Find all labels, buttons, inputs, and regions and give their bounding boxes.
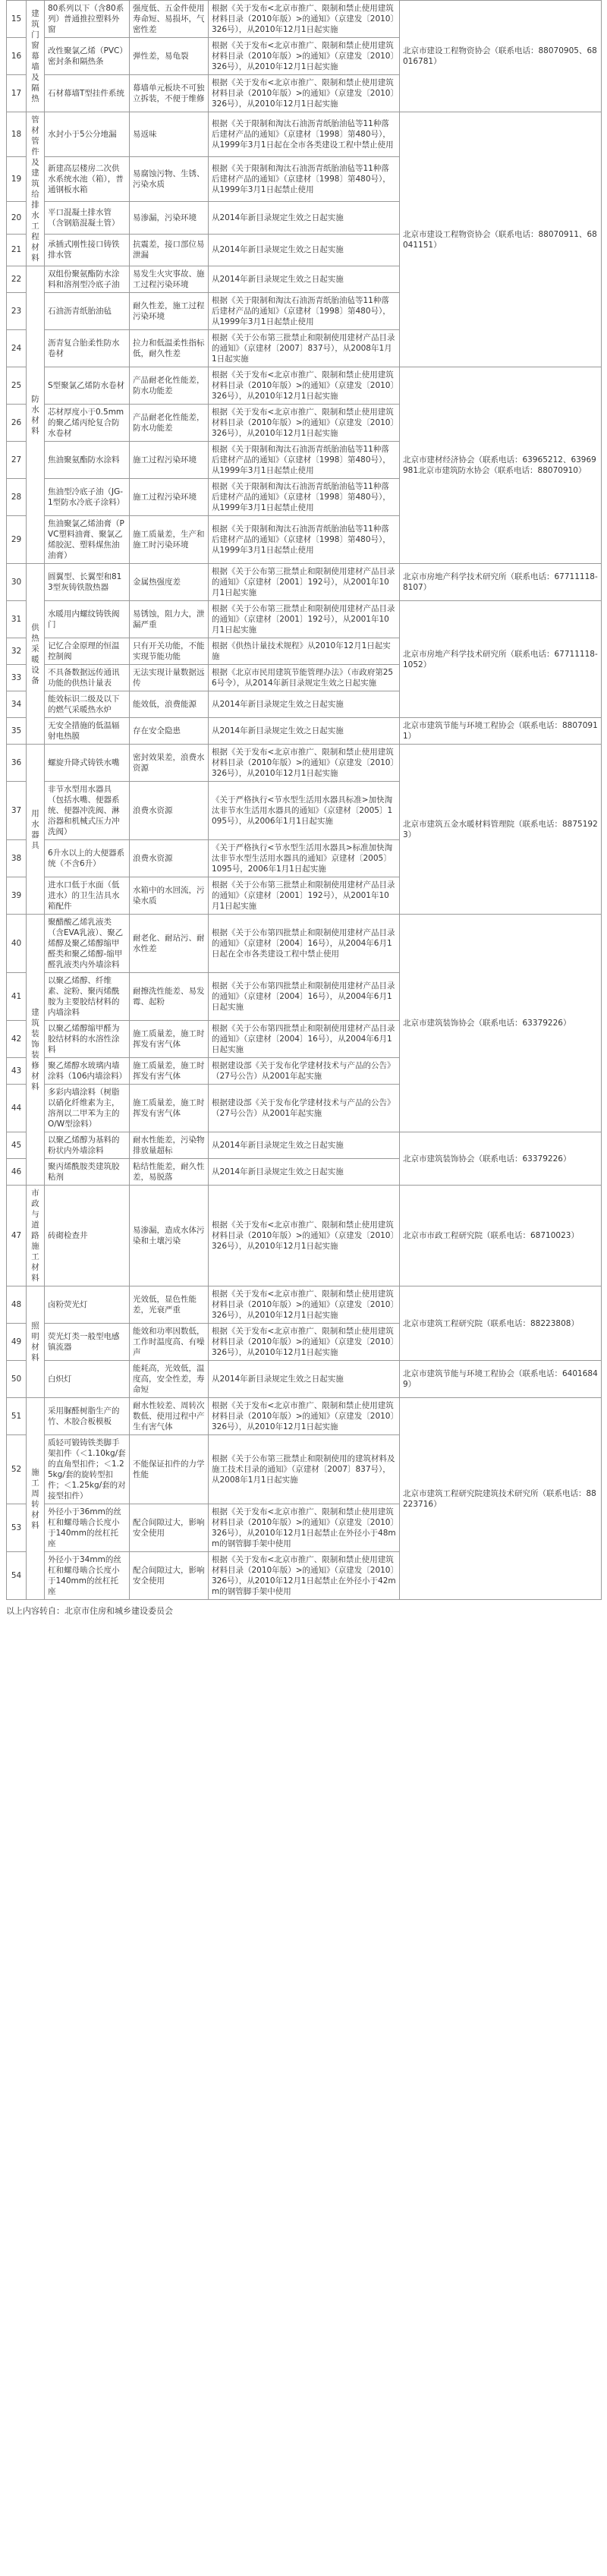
row-number: 32 (7, 638, 27, 665)
row-number: 18 (7, 112, 27, 157)
source-footnote: 以上内容转自：北京市住房和城乡建设委员会 (6, 1606, 173, 1616)
policy-basis-cell: 从2014年新目录规定生效之日起实施 (209, 1159, 400, 1186)
contact-department-cell: 北京市房地产科学技术研究所（联系电话：67711118-1052） (400, 601, 602, 718)
row-number: 40 (7, 915, 27, 973)
policy-basis-cell: 根据《关于发布<北京市推广、限制和禁止使用建筑材料目录（2010年版）>的通知》（京建发〔2010〕326号），从2010年12月1日起实施 (209, 405, 400, 442)
contact-department-cell: 北京市建筑工程研究院（联系电话：88223808） (400, 1286, 602, 1361)
material-name-cell: 能效标识二级及以下的燃气采暖热水炉 (45, 691, 130, 718)
material-name-cell: 6升水以上的大便器系统（不含6升） (45, 840, 130, 877)
prohibition-reason-cell: 光效低，显色性能差，光衰严重 (130, 1286, 209, 1324)
contact-department-cell: 北京市建筑装饰协会（联系电话：63379226） (400, 915, 602, 1132)
policy-basis-cell: 根据《关于限制和淘汰石油沥青纸胎油毡等11种落后建材产品的通知》（京建材〔1998〕第480号），从1999年3月1日起禁止使用 (209, 293, 400, 330)
policy-basis-cell: 根据《关于发布<北京市推广、限制和禁止使用建筑材料目录（2010年版）>的通知》（京建发〔2010〕326号），从2010年12月1日起实施 (209, 745, 400, 782)
table-row (7, 1, 602, 38)
category-cell: 防水材料 (27, 266, 45, 564)
material-name-cell: 焦油型冷底子油（JG-1型防水冷底子涂料） (45, 479, 130, 516)
policy-basis-cell: 根据《关于公布第三批禁止和限制使用建材产品目录的通知》（京建材〔2001〕192号），从2001年10月1日起实施 (209, 564, 400, 601)
row-number: 34 (7, 691, 27, 718)
material-name-cell: 记忆合金原理的恒温控制阀 (45, 638, 130, 665)
table-row (7, 367, 602, 405)
policy-basis-cell: 根据《关于公布第三批禁止和限制使用建材产品目录的通知》（京建材〔2001〕192号），从2001年10月1日起实施 (209, 601, 400, 638)
row-number: 41 (7, 973, 27, 1021)
policy-basis-cell: 根据《关于限制和淘汰石油沥青纸胎油毡等11种落后建材产品的通知》（京建材〔1998〕第480号），从1999年3月1日起禁止使用 (209, 516, 400, 564)
material-name-cell: 非节水型用水器具（包括水嘴、便器系统、便器冲洗阀、淋浴器和机械式压力冲洗阀） (45, 782, 130, 840)
table-row (7, 1398, 602, 1435)
prohibition-reason-cell: 存在安全隐患 (130, 718, 209, 745)
row-number: 27 (7, 442, 27, 479)
row-number: 33 (7, 665, 27, 691)
material-name-cell: 石材幕墙T型挂件系统 (45, 75, 130, 112)
prohibition-reason-cell: 无法实现计量数据远传 (130, 665, 209, 691)
prohibition-reason-cell: 易锈蚀，阻力大，泄漏严重 (130, 601, 209, 638)
row-number: 28 (7, 479, 27, 516)
table-row (7, 915, 602, 973)
material-name-cell: 改性聚氯乙烯（PVC）密封条和隔热条 (45, 38, 130, 75)
prohibition-reason-cell: 幕墙单元板块不可独立拆装，不便于维修 (130, 75, 209, 112)
row-number: 29 (7, 516, 27, 564)
prohibition-reason-cell: 产品耐老化性能差，防水功能差 (130, 367, 209, 405)
row-number: 30 (7, 564, 27, 601)
material-name-cell: 水封小于5公分地漏 (45, 112, 130, 157)
table-row (7, 1286, 602, 1324)
prohibition-reason-cell: 粘结性能差，耐久性差，易脱落 (130, 1159, 209, 1186)
policy-basis-cell: 根据《关于发布<北京市推广、限制和禁止使用建筑材料目录（2010年版）>的通知》（京建发〔2010〕326号），从2010年12月1日起实施 (209, 1186, 400, 1286)
policy-basis-cell: 根据《关于公布第三批禁止和限制使用的建筑材料及施工技术目录的通知》（京建材〔2007〕837号），从2008年1月1日起实施 (209, 1435, 400, 1504)
row-number: 49 (7, 1324, 27, 1361)
policy-basis-cell: 从2014年新目录规定生效之日起实施 (209, 1132, 400, 1159)
material-name-cell: 进水口低于水面（低进水）的卫生洁具水箱配件 (45, 877, 130, 915)
row-number: 26 (7, 405, 27, 442)
material-name-cell: 水暖用内螺纹铸铁阀门 (45, 601, 130, 638)
prohibition-reason-cell: 能效低，浪费能源 (130, 691, 209, 718)
row-number: 47 (7, 1186, 27, 1286)
material-name-cell: S型聚氯乙烯防水卷材 (45, 367, 130, 405)
row-number: 37 (7, 782, 27, 840)
prohibition-reason-cell: 浪费水资源 (130, 782, 209, 840)
policy-basis-cell: 根据《关于公布第四批禁止和限制使用建材产品目录的通知》（京建材〔2004〕16号），从2004年6月1日起实施 (209, 1021, 400, 1058)
policy-basis-cell: 从2014年新目录规定生效之日起实施 (209, 691, 400, 718)
material-name-cell: 圆翼型、长翼型和813型灰铸铁散热器 (45, 564, 130, 601)
prohibition-reason-cell: 耐水性较差、周转次数低、使用过程中产生有害气体 (130, 1398, 209, 1435)
policy-basis-cell: 根据《关于公布第四批禁止和限制使用建材产品目录的通知》（京建材〔2004〕16号），从2004年6月1日起在全市各类建设工程中禁止使用 (209, 915, 400, 973)
policy-basis-cell: 根据《关于发布<北京市推广、限制和禁止使用建筑材料目录（2010年版）>的通知》（京建发〔2010〕326号），从2010年12月1日起实施 (209, 367, 400, 405)
material-name-cell: 沥青复合胎柔性防水卷材 (45, 330, 130, 367)
prohibition-reason-cell: 施工过程污染环境 (130, 442, 209, 479)
row-number: 20 (7, 202, 27, 234)
prohibition-reason-cell: 易渗漏，造成水体污染和土壤污染 (130, 1186, 209, 1286)
policy-basis-cell: 从2014年新目录规定生效之日起实施 (209, 234, 400, 266)
contact-department-cell: 北京市建设工程物资协会（联系电话：88070911、68041151） (400, 112, 602, 367)
row-number: 45 (7, 1132, 27, 1159)
contact-department-cell: 北京市房地产科学技术研究所（联系电话：67711118-8107） (400, 564, 602, 601)
policy-basis-cell: 根据《关于公布第三批禁止和限制使用建材产品目录的通知》（京建材〔2007〕837号），从2008年1月1日起实施 (209, 330, 400, 367)
row-number: 22 (7, 266, 27, 293)
row-number: 15 (7, 1, 27, 38)
row-number: 54 (7, 1552, 27, 1600)
contact-department-cell: 北京市市政工程研究院（联系电话：68710023） (400, 1186, 602, 1286)
policy-basis-cell: 根据《关于发布<北京市推广、限制和禁止使用建筑材料目录（2010年版）>的通知》（京建发〔2010〕326号），从2010年12月1日起实施 (209, 1398, 400, 1435)
prohibition-reason-cell: 施工质量差，施工时挥发有害气体 (130, 1085, 209, 1132)
prohibition-reason-cell: 施工质量差，施工时挥发有害气体 (130, 1021, 209, 1058)
material-name-cell: 双组份聚氨酯防水涂料和溶剂型冷底子油 (45, 266, 130, 293)
policy-basis-cell: 根据《关于限制和淘汰石油沥青纸胎油毡等11种落后建材产品的通知》（京建材〔1998〕第480号），从1999年3月1日起禁止使用 (209, 157, 400, 202)
prohibition-reason-cell: 配合间隙过大，影响安全使用 (130, 1504, 209, 1552)
row-number: 38 (7, 840, 27, 877)
material-name-cell: 卤粉荧光灯 (45, 1286, 130, 1324)
material-name-cell: 外径小于34mm的丝杠和螺母啮合长度小于140mm的丝杠托座 (45, 1552, 130, 1600)
material-name-cell: 承插式刚性接口铸铁排水管 (45, 234, 130, 266)
material-name-cell: 多彩内墙涂料（树脂以硝化纤维素为主，溶剂以二甲苯为主的O/W型涂料） (45, 1085, 130, 1132)
table-row (7, 718, 602, 745)
material-name-cell: 外径小于36mm的丝杠和螺母啮合长度小于140mm的丝杠托座 (45, 1504, 130, 1552)
row-number: 50 (7, 1361, 27, 1398)
policy-basis-cell: 根据《关于限制和淘汰石油沥青纸胎油毡等11种落后建材产品的通知》（京建材〔1998〕第480号），从1999年3月1日起禁止使用 (209, 479, 400, 516)
prohibited-materials-table (6, 0, 602, 1600)
table-row (7, 112, 602, 157)
category-cell: 管材管件及建筑给排水工程材料 (27, 112, 45, 266)
material-name-cell: 焦油聚氯乙烯油膏（PVC塑料油膏、聚氯乙烯胶泥、塑料煤焦油油膏） (45, 516, 130, 564)
prohibition-reason-cell: 产品耐老化性能差，防水功能差 (130, 405, 209, 442)
prohibition-reason-cell: 能效和功率因数低，工作时温度高、有噪声 (130, 1324, 209, 1361)
table-row (7, 564, 602, 601)
prohibition-reason-cell: 强度低、五金件使用寿命短、易损坏，气密性差 (130, 1, 209, 38)
category-cell: 照明材料 (27, 1286, 45, 1398)
prohibition-reason-cell: 易腐蚀污物、生锈、污染水质 (130, 157, 209, 202)
material-name-cell: 80系列以下（含80系列）普通推拉塑料外窗 (45, 1, 130, 38)
row-number: 25 (7, 367, 27, 405)
contact-department-cell: 北京市建材经济协会（联系电话：63965212、63969981北京市建筑防水协会（联系电话：88070910） (400, 367, 602, 564)
policy-basis-cell: 《关于严格执行<节水型生活用水器具>标准加快淘汰非节水型生活用水器具的通知》京建材〔2005〕1095号，2006年1月1日起实施 (209, 840, 400, 877)
policy-basis-cell: 《关于严格执行<节水型生活用水器具标准>加快淘汰非节水生活用水器具的通知》（京建材〔2005〕1095号），从2006年1月1日起实施 (209, 782, 400, 840)
policy-basis-cell: 根据《关于公布第三批禁止和限制使用建材产品目录的通知》（京建材〔2001〕192号），从2001年10月1日起实施 (209, 877, 400, 915)
category-cell: 建筑装饰装修材料 (27, 915, 45, 1186)
table-row (7, 1132, 602, 1159)
category-cell: 市政与道路施工材料 (27, 1186, 45, 1286)
material-name-cell: 聚乙烯醇水玻璃内墙涂料（106内墙涂料） (45, 1058, 130, 1085)
prohibition-reason-cell: 水箱中的水回流，污染水质 (130, 877, 209, 915)
material-name-cell: 平口混凝土排水管（含钢筋混凝土管） (45, 202, 130, 234)
row-number: 24 (7, 330, 27, 367)
prohibition-reason-cell: 拉力和低温柔性指标低，耐久性差 (130, 330, 209, 367)
table-row (7, 601, 602, 638)
prohibition-reason-cell: 能耗高，光效低，温度高，安全性差，寿命短 (130, 1361, 209, 1398)
prohibition-reason-cell: 耐水性能差，污染物排放量超标 (130, 1132, 209, 1159)
policy-basis-cell: 根据《北京市民用建筑节能管理办法》（市政府第256号令），从2014年新目录规定生效之日起实施 (209, 665, 400, 691)
material-name-cell: 聚醋酸乙烯乳液类（含EVA乳液）、聚乙烯醇及聚乙烯醇缩甲醛类和聚乙烯醇-缩甲醛乳液类内外墙涂料 (45, 915, 130, 973)
material-name-cell: 石油沥青纸胎油毡 (45, 293, 130, 330)
policy-basis-cell: 从2014年新目录规定生效之日起实施 (209, 266, 400, 293)
policy-basis-cell: 根据《关于发布<北京市推广、限制和禁止使用建筑材料目录（2010年版）>的通知》（京建发〔2010〕326号），从2010年12月1日起禁止在外径小于42mm的钢管脚手架中使用 (209, 1552, 400, 1600)
policy-basis-cell: 根据建设部《关于发布化学建材技术与产品的公告》（27号公告）从2001年起实施 (209, 1058, 400, 1085)
material-name-cell: 以聚乙烯醇缩甲醛为胶结材料的水溶性涂料 (45, 1021, 130, 1058)
material-name-cell: 螺旋升降式铸铁水嘴 (45, 745, 130, 782)
table-body (7, 1, 602, 1600)
row-number: 51 (7, 1398, 27, 1435)
policy-basis-cell: 根据《关于发布<北京市推广、限制和禁止使用建筑材料目录（2010年版）>的通知》（京建发〔2010〕326号），从2010年12月1日起禁止在外径小于48mm的钢管脚手架中使用 (209, 1504, 400, 1552)
row-number: 52 (7, 1435, 27, 1504)
prohibition-reason-cell: 弹性差，易龟裂 (130, 38, 209, 75)
policy-basis-cell: 从2014年新目录规定生效之日起实施 (209, 202, 400, 234)
policy-basis-cell: 根据《关于发布<北京市推广、限制和禁止使用建筑材料目录（2010年版）>的通知》（京建发〔2010〕326号），从2010年12月1日起实施 (209, 1286, 400, 1324)
row-number: 48 (7, 1286, 27, 1324)
category-cell: 用水器具 (27, 745, 45, 915)
document-body (6, 0, 601, 1617)
prohibition-reason-cell: 耐擦洗性能差、易发霉、起粉 (130, 973, 209, 1021)
table-row (7, 745, 602, 782)
contact-department-cell: 北京市建筑节能与环境工程协会（联系电话：64016849） (400, 1361, 602, 1398)
row-number: 35 (7, 718, 27, 745)
material-name-cell: 芯材厚度小于0.5mm的聚乙烯丙纶复合防水卷材 (45, 405, 130, 442)
row-number: 36 (7, 745, 27, 782)
prohibition-reason-cell: 只有开关功能，不能实现节能功能 (130, 638, 209, 665)
policy-basis-cell: 根据《关于发布<北京市推广、限制和禁止使用建筑材料目录（2010年版）>的通知》（京建发〔2010〕326号），从2010年12月1日起实施 (209, 1324, 400, 1361)
policy-basis-cell: 根据《关于发布<北京市推广、限制和禁止使用建筑材料目录（2010年版）>的通知》（京建发〔2010〕326号），从2010年12月1日起实施 (209, 75, 400, 112)
prohibition-reason-cell: 施工过程污染环境 (130, 479, 209, 516)
material-name-cell: 质轻可锻铸铁类脚手架扣件（＜1.10kg/套的直角型扣件；＜1.25kg/套的旋转型扣件；＜1.25kg/套的对接型扣件） (45, 1435, 130, 1504)
policy-basis-cell: 根据《关于公布第四批禁止和限制使用建材产品目录的通知》（京建材〔2004〕16号），从2004年6月1日起实施 (209, 973, 400, 1021)
material-name-cell: 砖砌检查井 (45, 1186, 130, 1286)
prohibition-reason-cell: 耐老化、耐玷污、耐水性差 (130, 915, 209, 973)
prohibition-reason-cell: 易发生火灾事故、施工过程污染环境 (130, 266, 209, 293)
policy-basis-cell: 根据《关于发布<北京市推广、限制和禁止使用建筑材料目录（2010年版）>的通知》（京建发〔2010〕326号），从2010年12月1日起实施 (209, 1, 400, 38)
material-name-cell: 以聚乙烯醇为基料的粉状内外墙涂料 (45, 1132, 130, 1159)
row-number: 31 (7, 601, 27, 638)
table-row (7, 1361, 602, 1398)
material-name-cell: 聚丙烯酰胺类建筑胶粘剂 (45, 1159, 130, 1186)
row-number: 23 (7, 293, 27, 330)
category-cell: 供热采暖设备 (27, 564, 45, 745)
row-number: 21 (7, 234, 27, 266)
policy-basis-cell: 根据《关于发布<北京市推广、限制和禁止使用建筑材料目录（2010年版）>的通知》（京建发〔2010〕326号），从2010年12月1日起实施 (209, 38, 400, 75)
row-number: 44 (7, 1085, 27, 1132)
policy-basis-cell: 根据建设部《关于发布化学建材技术与产品的公告》（27号公告）从2001年起实施 (209, 1085, 400, 1132)
category-cell: 施工周转材料 (27, 1398, 45, 1600)
row-number: 43 (7, 1058, 27, 1085)
prohibition-reason-cell: 浪费水资源 (130, 840, 209, 877)
policy-basis-cell: 根据《供热计量技术规程》从2010年12月1日起实施 (209, 638, 400, 665)
material-name-cell: 采用脲醛树脂生产的竹、木胶合板模板 (45, 1398, 130, 1435)
row-number: 42 (7, 1021, 27, 1058)
row-number: 39 (7, 877, 27, 915)
category-cell: 建筑门窗幕墙及隔热 (27, 1, 45, 112)
row-number: 16 (7, 38, 27, 75)
material-name-cell: 不具备数据远传通讯功能的供热计量表 (45, 665, 130, 691)
row-number: 53 (7, 1504, 27, 1552)
material-name-cell: 以聚乙烯醇、纤维素、淀粉、聚丙烯酰胺为主要胶结材料的内墙涂料 (45, 973, 130, 1021)
prohibition-reason-cell: 施工质量差，施工时挥发有害气体 (130, 1058, 209, 1085)
contact-department-cell: 北京市建设工程物资协会（联系电话：88070905、68016781） (400, 1, 602, 112)
policy-basis-cell: 根据《关于限制和淘汰石油沥青纸胎油毡等11种落后建材产品的通知》（京建材〔1998〕第480号），从1999年3月1日起在全市各类建设工程中禁止使用 (209, 112, 400, 157)
contact-department-cell: 北京市建筑装饰协会（联系电话：63379226） (400, 1132, 602, 1186)
prohibition-reason-cell: 易渗漏，污染环境 (130, 202, 209, 234)
prohibition-reason-cell: 配合间隙过大，影响安全使用 (130, 1552, 209, 1600)
policy-basis-cell: 根据《关于限制和淘汰石油沥青纸胎油毡等11种落后建材产品的通知》（京建材〔1998〕第480号），从1999年3月1日起禁止使用 (209, 442, 400, 479)
contact-department-cell: 北京市建筑工程研究院建筑技术研究所（联系电话：88223716） (400, 1398, 602, 1600)
material-name-cell: 荧光灯类一般型电感镇流器 (45, 1324, 130, 1361)
policy-basis-cell: 从2014年新目录规定生效之日起实施 (209, 718, 400, 745)
material-name-cell: 焦油聚氨酯防水涂料 (45, 442, 130, 479)
policy-basis-cell: 从2014年新目录规定生效之日起实施 (209, 1361, 400, 1398)
prohibition-reason-cell: 密封效果差，浪费水资源 (130, 745, 209, 782)
material-name-cell: 新建高层楼房二次供水系统水池（箱），普通钢板水箱 (45, 157, 130, 202)
prohibition-reason-cell: 易返味 (130, 112, 209, 157)
table-row (7, 1186, 602, 1286)
material-name-cell: 无安全措施的低温辐射电热膜 (45, 718, 130, 745)
prohibition-reason-cell: 耐久性差，施工过程污染环境 (130, 293, 209, 330)
contact-department-cell: 北京市建筑五金水暖材料管理院（联系电话：88751923） (400, 745, 602, 915)
row-number: 46 (7, 1159, 27, 1186)
material-name-cell: 白炽灯 (45, 1361, 130, 1398)
contact-department-cell: 北京市建筑节能与环境工程协会（联系电话：88070911） (400, 718, 602, 745)
row-number: 19 (7, 157, 27, 202)
prohibition-reason-cell: 不能保证扣件的力学性能 (130, 1435, 209, 1504)
prohibition-reason-cell: 金属热强度差 (130, 564, 209, 601)
row-number: 17 (7, 75, 27, 112)
prohibition-reason-cell: 施工质量差，生产和施工时污染环境 (130, 516, 209, 564)
prohibition-reason-cell: 抗震差，接口部位易泄漏 (130, 234, 209, 266)
